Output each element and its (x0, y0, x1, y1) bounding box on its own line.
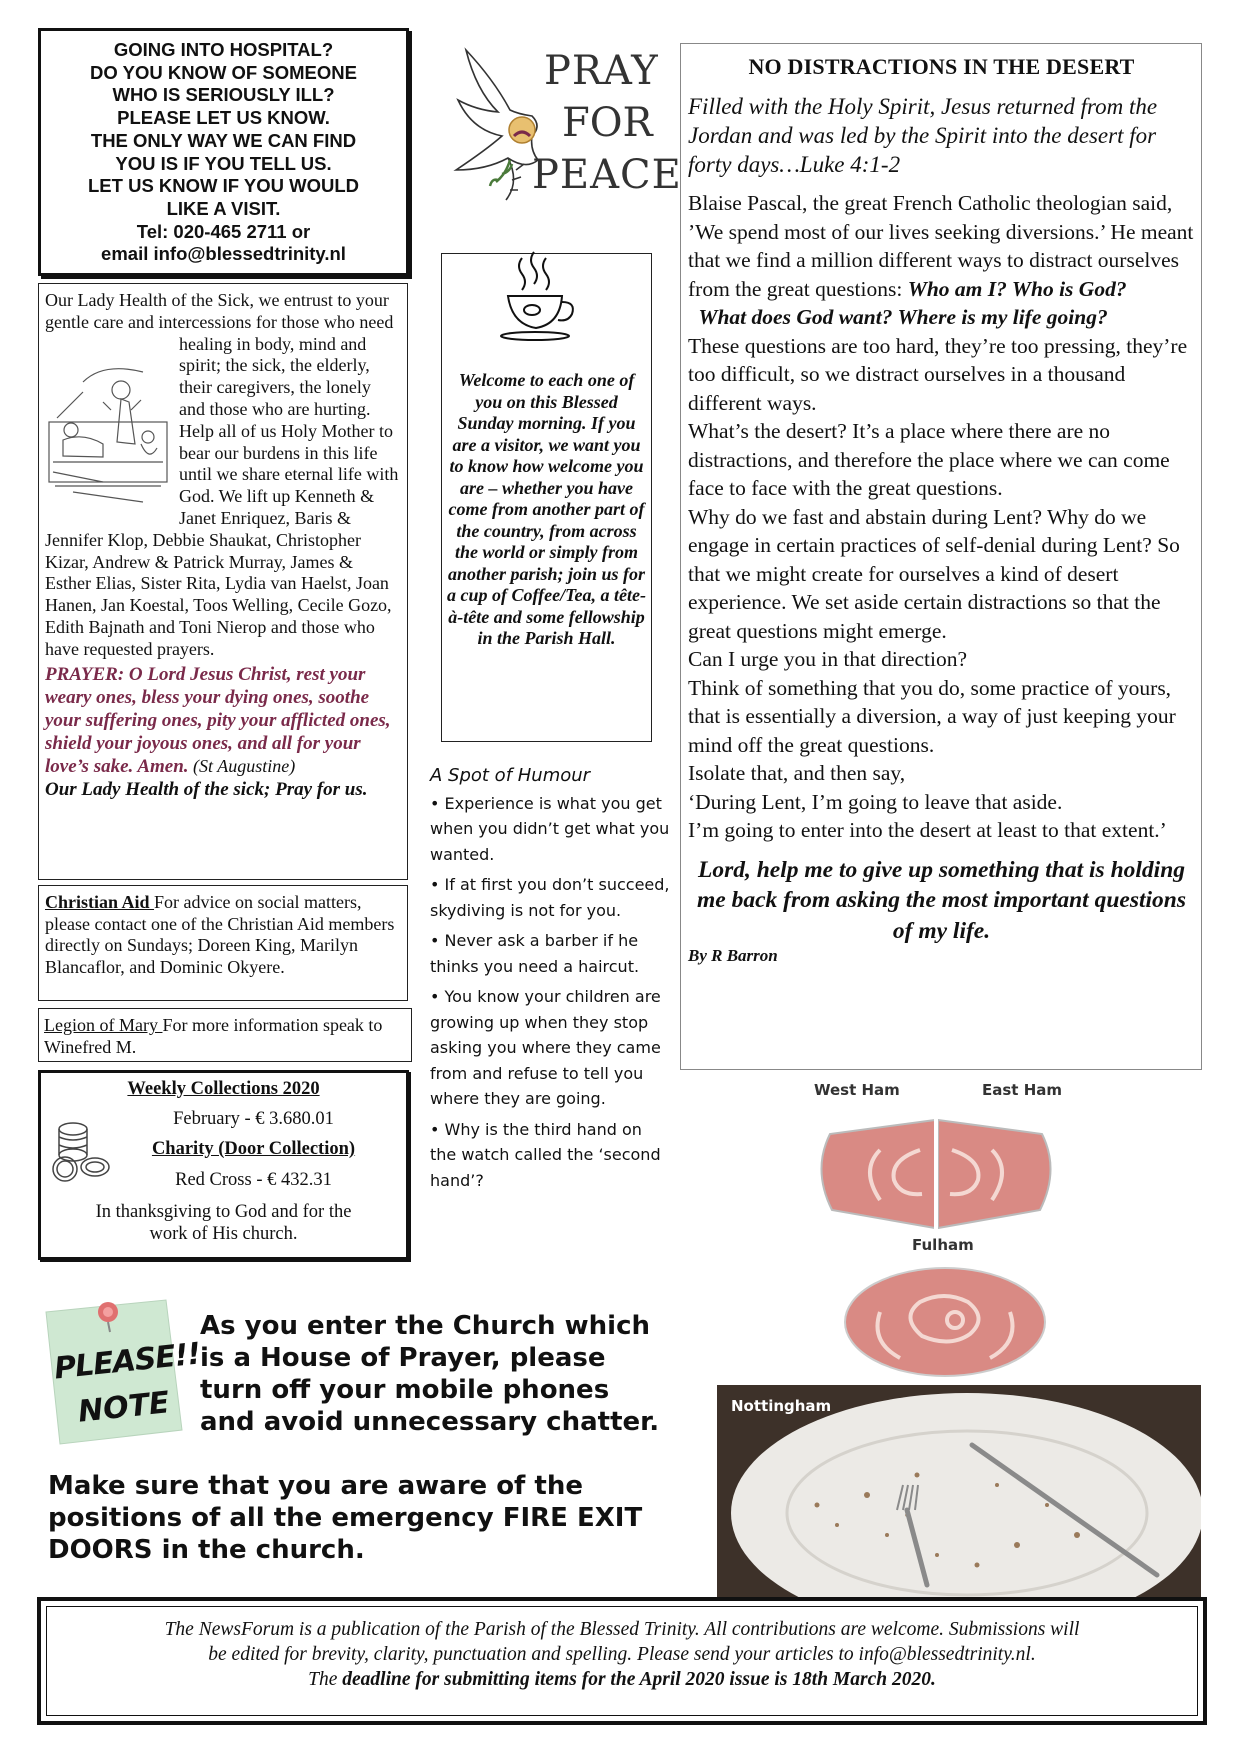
humour-item: • Experience is what you get when you didn’t get what you wanted. (430, 793, 670, 864)
prayer-list-box (38, 283, 408, 880)
hospital-line: PLEASE LET US KNOW. (117, 107, 330, 129)
nottingham-plate-image (717, 1385, 1201, 1597)
logo-for: FOR (562, 100, 653, 146)
footer-deadline: deadline for submitting items for the April 2020 issue is 18th March 2020. (342, 1669, 936, 1690)
article-p5: Can I urge you in that direction? (688, 647, 968, 671)
article-p9: I’m going to enter into the desert at least to that extent.’ (688, 818, 1167, 842)
christian-aid-heading: Christian Aid (45, 892, 155, 912)
article-p6: Think of something that you do, some practice of yours, that is essentially a diversion, a way of just keeping your mind off the great questions. (688, 675, 1176, 757)
newsletter-footer (37, 1597, 1207, 1725)
article-byline: By R Barron (688, 946, 778, 965)
legion-text: For more information speak to Winefred M. (44, 1015, 383, 1057)
article-p8: ‘During Lent, I’m going to leave that aside. (688, 789, 1063, 814)
collections-heading: Weekly Collections 2020 (127, 1079, 320, 1099)
augustine-prayer: PRAYER: O Lord Jesus Christ, rest your weary ones, bless your dying ones, soothe your suffering ones, pity your afflicted ones, shield your joyous ones, and all for your love’s sake. Amen. (45, 663, 391, 777)
label-fulham: Fulham (912, 1236, 974, 1254)
coffee-cup-icon (492, 244, 592, 344)
hospital-line: DO YOU KNOW OF SOMEONE (90, 61, 357, 83)
article-p1: Blaise Pascal, the great French Catholic theologian said, ’We spend most of our lives seeking diversions.’ He meant that we find a million different ways to distract ourselves from the great questions: (688, 191, 1194, 301)
sticker-please: PLEASE!! (52, 1336, 202, 1387)
ham-full-image (840, 1262, 1050, 1382)
prayer-intro: Our Lady Health of the Sick, we entrust to your gentle care and intercessions for those (45, 290, 389, 332)
collections-box (38, 1070, 409, 1260)
label-west-ham: West Ham (814, 1081, 900, 1099)
hospital-line: WHO IS SERIOUSLY ILL? (112, 84, 335, 106)
article-question-2: What does God want? Where is my life going? (688, 305, 1108, 329)
empty-plate-icon (717, 1385, 1201, 1597)
logo-peace: PEACE (532, 152, 682, 198)
collections-february: February - € 3.680.01 (173, 1109, 334, 1129)
hospital-line: THE ONLY WAY WE CAN FIND (90, 129, 357, 151)
sticker-note: NOTE (76, 1385, 172, 1430)
footer-line-1: The NewsForum is a publication of the Parish of the Blessed Trinity. All contributions are welcome. Submissions will (164, 1619, 1080, 1640)
please-note-sticker (36, 1292, 202, 1452)
article-p3: What’s the desert? It’s a place where there are no distractions, and therefore the place where we can come face to face with the great questions. (688, 419, 1170, 500)
article-title: NO DISTRACTIONS IN THE DESERT (748, 54, 1135, 79)
desert-article (680, 43, 1202, 1070)
article-p2: These questions are too hard, they’re too pressing, they’re too difficult, so we distract ourselves in a thousand different ways. (688, 333, 1188, 415)
article-prayer: Lord, help me to give up something that is holding me back from asking the most important questions of my life. (697, 856, 1186, 944)
christian-aid-text: For advice on social matters, please contact one of the Christian Aid members directly on Sundays; Doreen King, Marilyn Blancaflor, and Dominic Okyere. (45, 892, 395, 977)
humour-item: • You know your children are growing up when they stop asking you where they came from and refuse to tell you where they are going. (430, 987, 661, 1108)
prayer-closing: Our Lady Health of the sick; Pray for us. (45, 778, 368, 800)
humour-item: • Never ask a barber if he thinks you need a haircut. (430, 931, 640, 976)
humour-item: • Why is the third hand on the watch called the ‘second hand’? (430, 1119, 661, 1190)
charity-heading: Charity (Door Collection) (151, 1139, 356, 1159)
augustine-attrib: (St Augustine) (188, 755, 296, 776)
welcome-box (441, 253, 652, 742)
hospital-line: GOING INTO HOSPITAL? (113, 39, 334, 60)
welcome-text: Welcome to each one of you on this Blessed Sunday morning. If you are a visitor, we want you to know how welcome you are – whether you have come from another part of the country, from across the world or simply from another parish; join us for a cup of Coffee/Tea, a tête-à-tête and some fellowship in the Parish Hall. (447, 370, 646, 648)
humour-section (430, 763, 670, 1198)
healing-illustration (43, 352, 173, 514)
article-p4: Why do we fast and abstain during Lent? Why do we engage in certain practices of self-denial during Lent? So that we might create for ourselves a kind of desert experience. We set aside certain distractions so that the great questions might emerge. (688, 504, 1180, 643)
phones-off-notice: As you enter the Church which is a House of Prayer, please turn off your mobile phones and avoid unnecessary chatter. (200, 1311, 660, 1437)
article-p7: Isolate that, and then say, (688, 761, 906, 785)
hospital-line: LIKE A VISIT. (166, 197, 281, 219)
christian-aid-box (38, 885, 408, 1001)
coins-icon (45, 1115, 115, 1185)
charity-red-cross: Red Cross - € 432.31 (175, 1170, 332, 1190)
ham-halves-image (810, 1110, 1060, 1240)
legion-of-mary-box (38, 1008, 412, 1062)
collections-thanks: In thanksgiving to God and for the work of His church. (95, 1202, 352, 1244)
footer-line-3-prefix: The (308, 1669, 343, 1690)
humour-item: • If at first you don’t succeed, skydiving is not for you. (430, 875, 670, 920)
pray-for-peace-logo (446, 40, 682, 210)
hospital-phone: Tel: 020-465 2711 or (136, 220, 311, 242)
hospital-notice (38, 28, 409, 276)
prayer-names-text: Help all of us Holy Mother to bear our burdens in this life until we share eternal life with God. We lift up Kenneth & Janet Enriquez, Baris & Jennifer Klop, Debbie Shaukat, Christopher Kizar, Andrew & Patrick Murray, James & Esther Elias, Sister Rita, Lydia van Haelst, Joan Hanen, Jan Koestal, Toos Welling, Cecile Gozo, Edith Bajnath and Toni Nierop and those who have requested prayers. (45, 420, 399, 659)
fire-exit-notice: Make sure that you are aware of the positions of all the emergency FIRE EXIT DOORS in the church. (48, 1471, 643, 1565)
article-question-1: Who am I? Who is God? (907, 276, 1127, 301)
footer-line-2: be edited for brevity, clarity, punctuation and spelling. Please send your articles to info@blessedtrinity.nl. (208, 1644, 1036, 1665)
hospital-line: YOU IS IF YOU TELL US. (115, 152, 332, 174)
prayer-intro-continued: who need healing in body, mind and spirit; the sick, the elderly, their caregivers, the lonely and those who are hurting. (179, 311, 394, 419)
label-east-ham: East Ham (982, 1081, 1062, 1099)
legion-heading: Legion of Mary (44, 1015, 163, 1035)
hospital-email: email info@blessedtrinity.nl (101, 243, 346, 265)
logo-pray: PRAY (544, 48, 659, 94)
hospital-line: LET US KNOW IF YOU WOULD (88, 175, 359, 197)
scripture-quote: Filled with the Holy Spirit, Jesus returned from the Jordan and was led by the Spirit into the desert for forty days…Luke 4:1-2 (688, 94, 1158, 177)
label-nottingham: Nottingham (731, 1397, 832, 1415)
humour-heading: A Spot of Humour (430, 765, 591, 786)
